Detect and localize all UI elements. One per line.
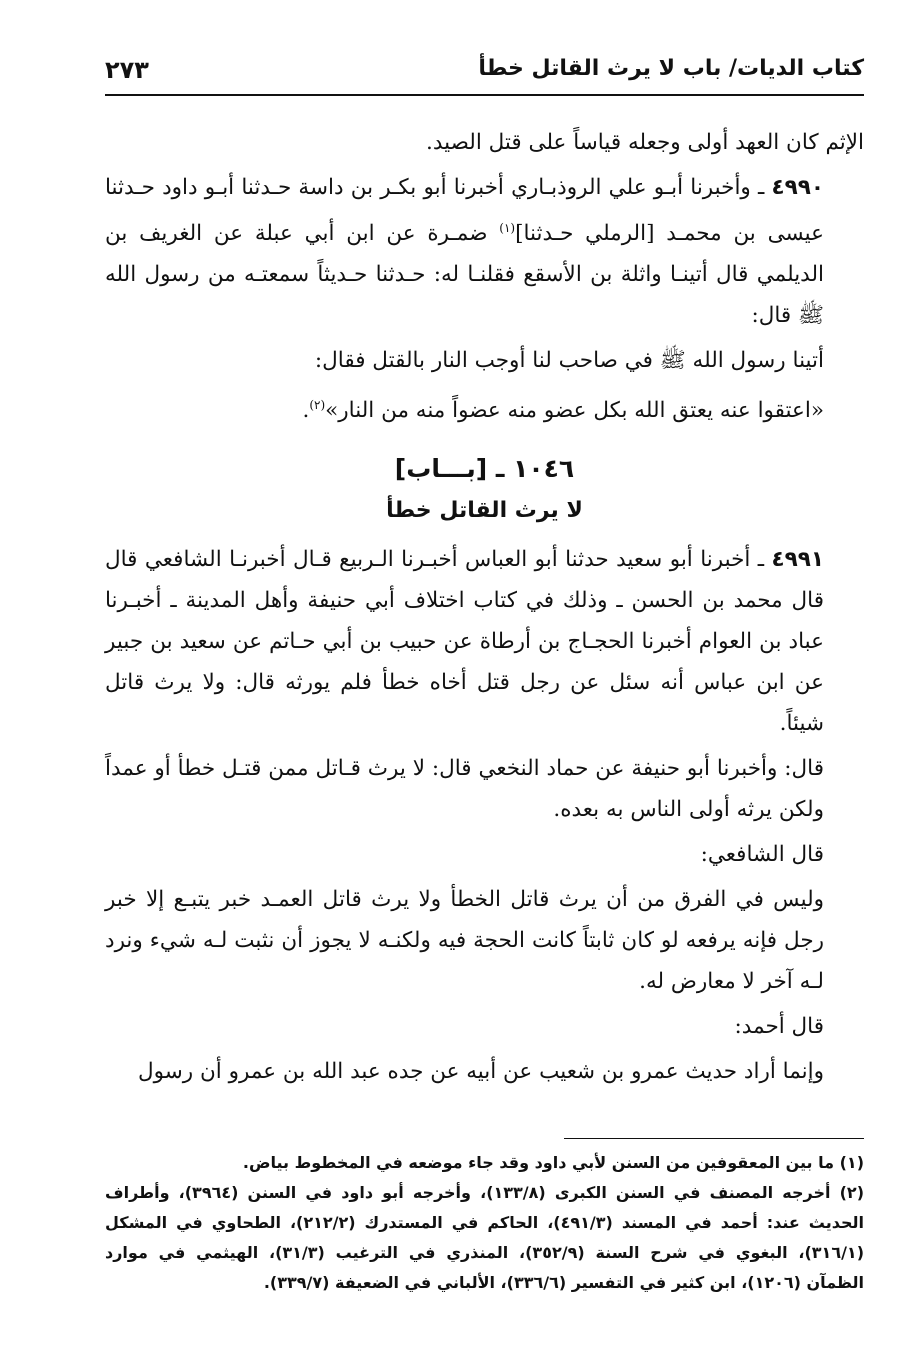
footnote-marker: (٢)	[309, 398, 326, 413]
paragraph-end: .	[302, 398, 310, 424]
hadith-paragraph	[105, 539, 864, 744]
paragraph-text: قال أحمد:	[734, 1014, 824, 1040]
paragraph-text: أتينا رسول الله ﷺ في صاحب لنا أوجب النار بالقتل فقال:	[314, 348, 824, 374]
footnote-marker: (١)	[499, 221, 516, 235]
footnote-divider	[564, 1138, 864, 1139]
footnotes	[105, 1148, 864, 1298]
paragraph	[105, 122, 864, 163]
paragraph-text: ـ وأخبرنا أبـو علي الروذبـاري أخبرنا أبو بكـر بن داسة حـدثنا أبـو داود حـدثنا عيسى بن محمـد [الرملي حـدثنا]	[105, 175, 824, 247]
paragraph	[105, 834, 864, 875]
chapter-heading: ١٠٤٦ ـ [بـــاب]	[394, 454, 575, 484]
paragraph	[105, 340, 864, 381]
footnote: (١) ما بين المعقوفين من السنن لأبي داود وقد جاء موضعه في المخطوط بياض.	[242, 1153, 864, 1172]
hadith-number: ٤٩٩٠	[771, 175, 824, 200]
paragraph-text: الإثم كان العهد أولى وجعله قياساً على قتل الصيد.	[426, 130, 864, 155]
paragraph-text: وليس في الفرق من أن يرث قاتل الخطأ ولا يرث قاتل العمـد خبر يتبـع إلا خبر رجل فإنه يرفعه لو كان ثابتاً كانت الحجة فيه ولكنـه لا يجوز أن نثبت لـه شيء ونرد لـه آخر لا معارض له.	[105, 887, 824, 995]
footnote: (٢) أخرجه المصنف في السنن الكبرى (١٣٣/٨)، وأخرجه أبو داود في السنن (٣٩٦٤)، وأطراف الحديث عند: أحمد في المسند (٤٩١/٣)، الحاكم في المستدرك (٢١٢/٢)، الطحاوي في المشكل (٣١٦/١)، البغوي في شرح السنة (٣٥٢/٩)، المنذري في الترغيب (٣١/٣)، الهيثمي في موارد الظمآن (١٢٠٦)، ابن كثير في التفسير (٣٣٦/٦)، الألباني في الضعيفة (٣٣٩/٧).	[105, 1183, 865, 1292]
page-number: ٢٧٣	[105, 56, 149, 84]
paragraph-text: «اعتقوا عنه يعتق الله بكل عضو منه عضواً منه من النار»	[325, 398, 824, 424]
paragraph-text: ضمـرة عن ابن أبي عبلة عن الغريف بن الديلمي قال أتينـا واثلة بن الأسقع فقلنـا له: حـدثنا حـديثاً سمعتـه من رسول الله ﷺ قال:	[105, 221, 824, 329]
paragraph-text: وإنما أراد حديث عمرو بن شعيب عن أبيه عن جده عبد الله بن عمرو أن رسول	[138, 1059, 824, 1085]
paragraph-text: ـ أخبرنا أبو سعيد حدثنا أبو العباس أخبـرنا الـربيع قـال أخبرنـا الشافعي قال قال محمد بن الحسن ـ وذلك في كتاب اختلاف أبي حنيفة وأهل المدينة ـ أخبـرنا عباد بن العوام أخبرنا الحجـاج بن أرطاة عن حبيب بن أبي حـاتم عن سعيد بن جبير عن ابن عباس أنه سئل عن رجل قتل أخاه خطأ فلم يورثه قال: ولا يرث قاتل شيئاً.	[105, 547, 824, 737]
paragraph-text: قال الشافعي:	[700, 842, 824, 868]
page-header	[105, 52, 864, 96]
hadith-number: ٤٩٩١	[771, 547, 824, 573]
main-text	[105, 122, 864, 1096]
running-title: كتاب الديات/ باب لا يرث القاتل خطأ	[478, 56, 864, 81]
hadith-paragraph	[105, 167, 864, 336]
paragraph	[105, 748, 864, 830]
paragraph-text: قال: وأخبرنا أبو حنيفة عن حماد النخعي قال: لا يرث قـاتل ممن قتـل خطأ أو عمداً ولكن يرثه أولى الناس به بعده.	[105, 756, 824, 823]
quote-paragraph	[105, 385, 864, 431]
paragraph	[105, 879, 864, 1002]
paragraph	[105, 1051, 864, 1092]
paragraph	[105, 1006, 864, 1047]
chapter-subheading: لا يرث القاتل خطأ	[386, 498, 583, 524]
